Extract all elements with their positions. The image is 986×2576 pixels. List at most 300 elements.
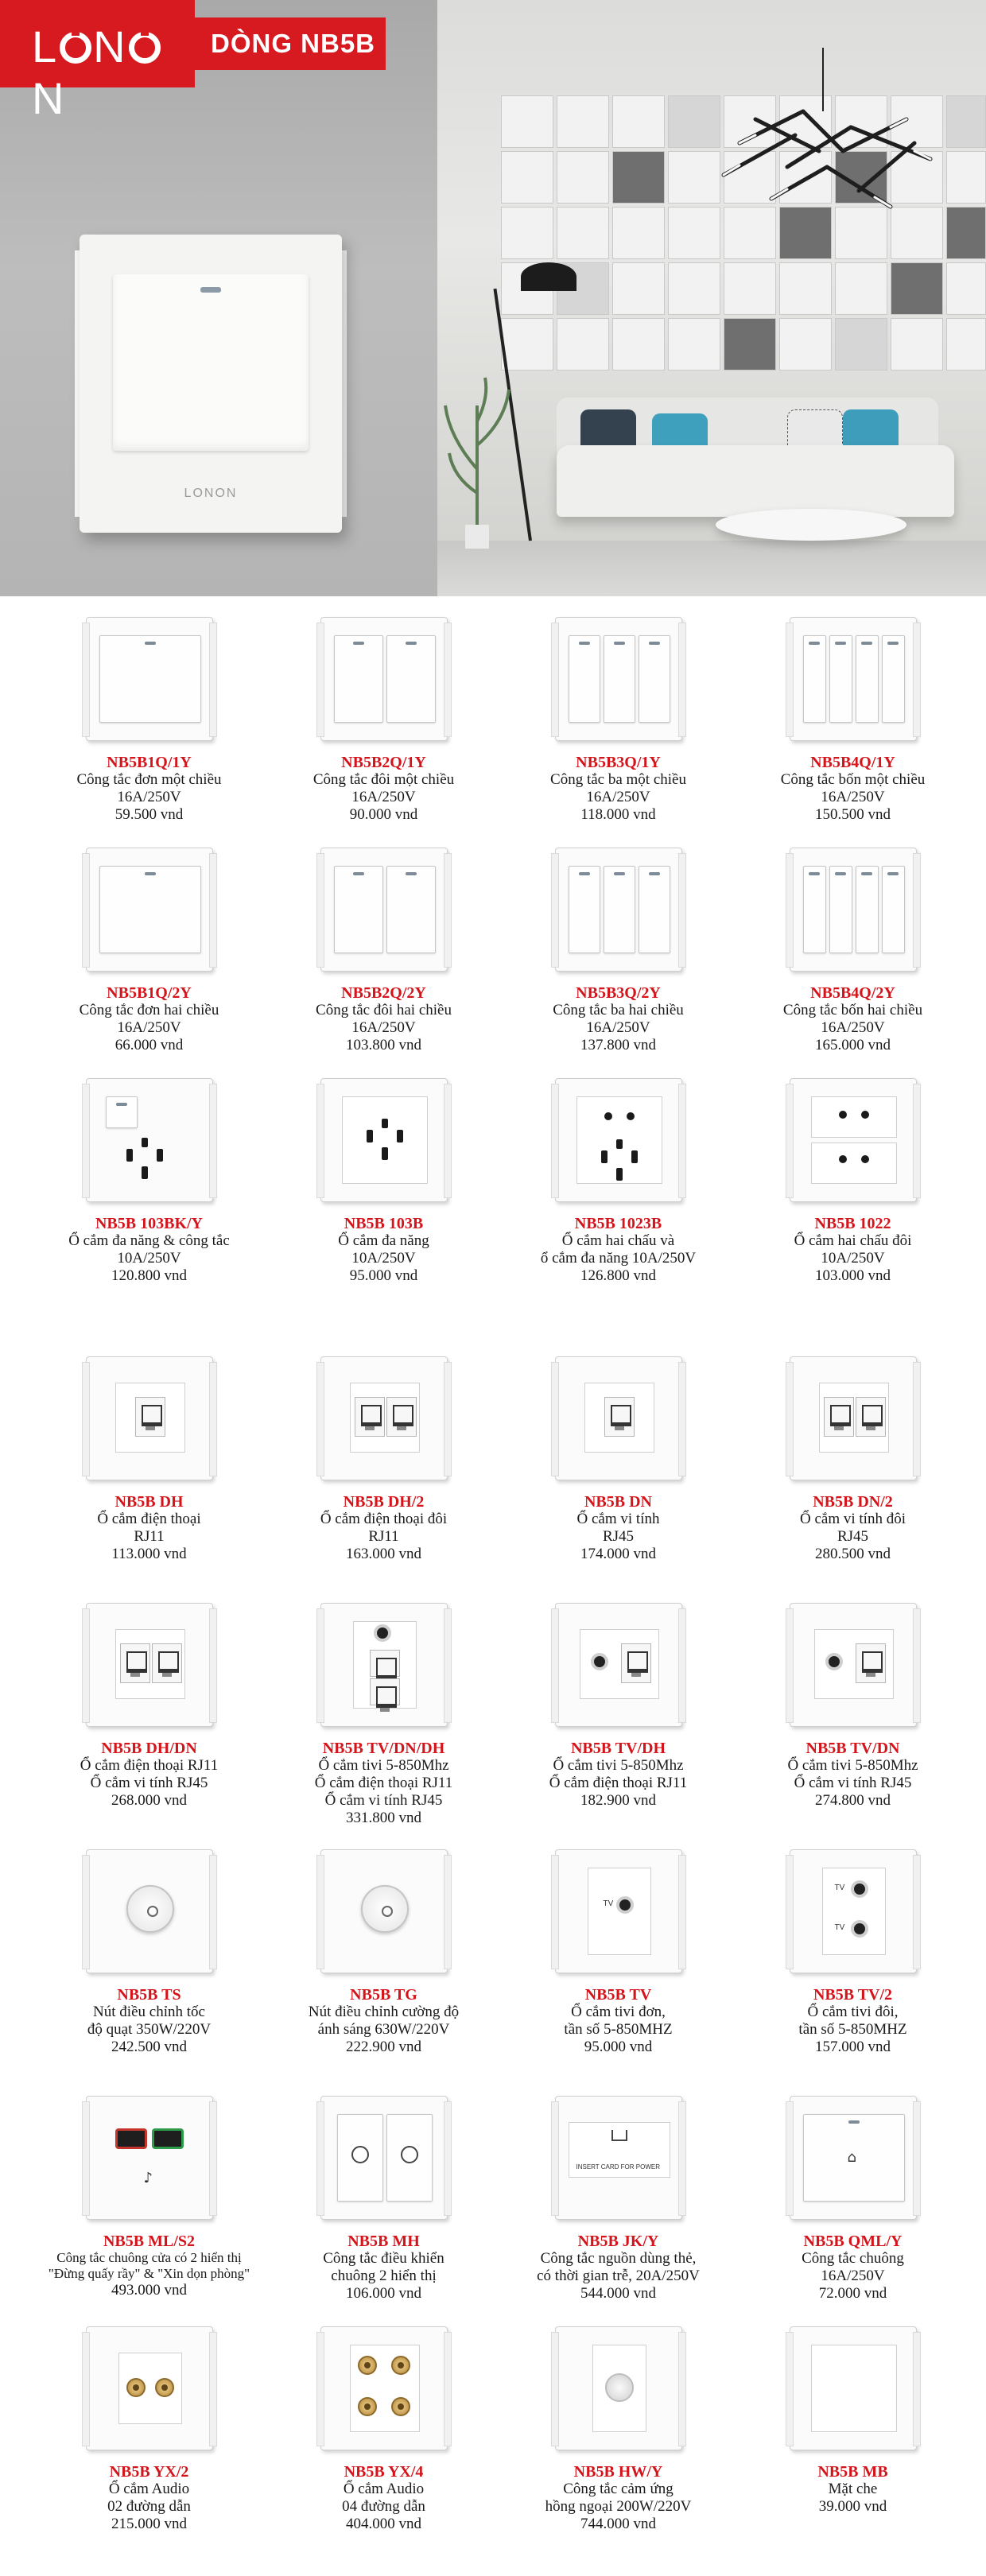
product-description: Nút điều chỉnh cường độ ánh sáng 630W/220V xyxy=(308,2004,460,2038)
product-price: 544.000 vnd xyxy=(580,2285,656,2302)
wall-panel xyxy=(668,318,720,370)
indicator-icon xyxy=(649,872,660,875)
plate-face xyxy=(334,2345,436,2432)
product-description: Công tắc đơn hai chiều 16A/250V xyxy=(79,1002,219,1036)
product-code: NB5B TV/DN xyxy=(805,1740,900,1757)
indicator-icon xyxy=(406,642,417,645)
plate-face xyxy=(334,1096,436,1184)
plate-face xyxy=(803,635,905,723)
indicator-icon xyxy=(579,872,590,875)
product-caption xyxy=(501,2463,736,2533)
plate-face xyxy=(569,1096,670,1184)
wall-panel xyxy=(946,262,986,315)
product-description: Ổ cắm điện thoại RJ11 xyxy=(97,1511,201,1545)
wall-plate xyxy=(320,1356,448,1480)
no-disturb-icon xyxy=(351,2146,369,2163)
product-price: 66.000 vnd xyxy=(115,1037,184,1053)
wall-panel xyxy=(501,95,553,148)
indicator-icon xyxy=(887,872,899,875)
audio-terminal-icon xyxy=(126,2378,146,2397)
product-description: Nút điều chỉnh tốc độ quạt 350W/220V xyxy=(87,2004,212,2038)
wall-plate xyxy=(555,1849,682,1973)
product-caption xyxy=(266,2233,501,2302)
wall-plate xyxy=(555,2326,682,2450)
universal-socket-icon xyxy=(598,1139,641,1182)
product-caption xyxy=(501,1493,736,1563)
product-image xyxy=(320,614,448,745)
wall-panel xyxy=(501,318,553,370)
product-description: Ổ cắm tivi 5-850Mhz Ổ cắm điện thoại RJ11 xyxy=(549,1757,688,1791)
plate-face xyxy=(334,1375,436,1462)
network-port-icon xyxy=(370,1678,400,1705)
wall-panel xyxy=(779,318,832,370)
rocker-key xyxy=(386,635,436,723)
rocker-key xyxy=(569,635,600,723)
product-price: 280.500 vnd xyxy=(815,1546,891,1562)
socket-hole xyxy=(616,1168,623,1181)
plate-face xyxy=(99,1096,201,1184)
product-code: NB5B DN/2 xyxy=(813,1493,893,1511)
product-image xyxy=(320,844,448,976)
logo-o-glyph xyxy=(129,32,161,64)
socket-hole xyxy=(142,1138,148,1147)
blank-cover xyxy=(811,2345,897,2432)
wall-plate xyxy=(320,1603,448,1727)
product-description: Công tắc bốn hai chiều 16A/250V xyxy=(782,1002,923,1036)
product-card xyxy=(501,2093,736,2307)
series-title-box xyxy=(195,17,386,70)
wall-plate xyxy=(320,2326,448,2450)
network-port-icon xyxy=(152,1643,182,1683)
wall-panel xyxy=(835,318,887,370)
product-price: 404.000 vnd xyxy=(346,2516,421,2532)
network-port-icon xyxy=(604,1397,635,1437)
rocker-key xyxy=(639,635,670,723)
product-image xyxy=(555,2323,682,2454)
plate-face xyxy=(569,635,670,723)
plate-face xyxy=(803,1621,905,1709)
product-card xyxy=(266,2093,501,2307)
rocker-key xyxy=(639,866,670,953)
product-code: NB5B DH/2 xyxy=(343,1493,425,1511)
product-image xyxy=(86,1846,213,1977)
product-image xyxy=(555,1353,682,1484)
product-card xyxy=(266,1846,501,2061)
product-image xyxy=(790,2093,917,2224)
product-price: 242.500 vnd xyxy=(111,2039,187,2055)
wall-panel xyxy=(501,207,553,259)
product-caption xyxy=(32,1215,266,1285)
product-code: NB5B MB xyxy=(817,2463,888,2481)
product-card xyxy=(32,2323,266,2538)
socket-hole xyxy=(627,1112,635,1120)
product-code: NB5B DH/DN xyxy=(101,1740,197,1757)
socket-hole xyxy=(604,1112,612,1120)
product-caption xyxy=(736,2233,970,2302)
plate-face xyxy=(99,1868,201,1955)
product-caption xyxy=(266,1740,501,1827)
network-port-icon xyxy=(370,1650,400,1677)
plate-face xyxy=(569,866,670,953)
indicator-icon xyxy=(145,642,156,645)
product-image xyxy=(790,614,917,745)
product-card xyxy=(501,844,736,1059)
tv-coax-icon xyxy=(851,1920,868,1938)
product-image xyxy=(555,1600,682,1731)
product-price: 163.000 vnd xyxy=(346,1546,421,1562)
product-card xyxy=(501,614,736,828)
bell-icon: ⌂ xyxy=(847,2149,856,2166)
product-card xyxy=(266,1075,501,1290)
wall-panel xyxy=(612,207,665,259)
product-price: 268.000 vnd xyxy=(111,1792,187,1809)
wall-panel xyxy=(724,318,776,370)
do-not-disturb-indicator-icon xyxy=(115,2128,147,2149)
product-code: NB5B1Q/2Y xyxy=(107,984,192,1002)
switch-brand-mark: LONON xyxy=(184,487,238,500)
wall-plate xyxy=(555,617,682,741)
wall-panel xyxy=(779,262,832,315)
product-price: 113.000 vnd xyxy=(111,1546,187,1562)
product-description: Ổ cắm hai chấu và ổ cắm đa năng 10A/250V xyxy=(540,1232,697,1267)
product-caption xyxy=(736,984,970,1054)
rocker-key xyxy=(882,635,905,723)
product-card xyxy=(736,1075,970,1290)
product-image xyxy=(320,2323,448,2454)
wall-plate xyxy=(555,1603,682,1727)
network-port-icon xyxy=(856,1397,886,1437)
brand-logo xyxy=(0,0,195,123)
product-description: Ổ cắm đa năng & công tắc 10A/250V xyxy=(68,1232,230,1267)
wall-plate xyxy=(86,848,213,972)
product-image xyxy=(790,1846,917,1977)
tv-coax-icon xyxy=(825,1653,843,1670)
product-caption xyxy=(32,1493,266,1563)
product-card xyxy=(736,2093,970,2307)
product-caption xyxy=(736,1986,970,2056)
indicator-icon xyxy=(614,872,625,875)
wall-plate xyxy=(790,2096,917,2220)
socket-hole xyxy=(839,1111,847,1119)
audio-terminal-icon xyxy=(391,2397,410,2416)
product-image xyxy=(790,1600,917,1731)
product-description: Ổ cắm vi tính RJ45 xyxy=(576,1511,660,1545)
product-price: 157.000 vnd xyxy=(815,2039,891,2055)
product-price: 103.800 vnd xyxy=(346,1037,421,1053)
product-price: 174.000 vnd xyxy=(580,1546,656,1562)
wall-plate xyxy=(320,617,448,741)
socket-hole xyxy=(382,1119,388,1128)
chandelier-icon xyxy=(692,48,954,223)
product-image xyxy=(320,1075,448,1206)
product-description: Ổ cắm Audio 02 đường dẫn xyxy=(107,2481,191,2515)
product-code: NB5B QML/Y xyxy=(803,2233,903,2250)
product-code: NB5B 1023B xyxy=(574,1215,662,1232)
product-code: NB5B ML/S2 xyxy=(103,2233,196,2250)
universal-socket-icon xyxy=(123,1138,166,1181)
dimmer-knob-icon xyxy=(126,1885,174,1933)
product-card xyxy=(266,1353,501,1568)
product-caption xyxy=(501,984,736,1054)
product-code: NB5B TV/DN/DH xyxy=(322,1740,445,1757)
product-card xyxy=(501,1846,736,2061)
product-caption xyxy=(266,1493,501,1563)
plate-face xyxy=(569,1868,670,1955)
product-caption xyxy=(501,1215,736,1285)
bell-icon: ♪ xyxy=(143,2170,153,2186)
product-caption xyxy=(501,1740,736,1810)
socket-hole xyxy=(142,1166,148,1179)
product-caption xyxy=(736,2463,970,2516)
wall-panel xyxy=(891,318,943,370)
socket-hole xyxy=(861,1155,869,1163)
plant-icon xyxy=(441,374,513,549)
product-price: 106.000 vnd xyxy=(346,2285,421,2302)
product-code: NB5B TS xyxy=(117,1986,181,2004)
rocker-key xyxy=(856,866,879,953)
product-price: 165.000 vnd xyxy=(815,1037,891,1053)
product-price: 493.000 vnd xyxy=(111,2282,187,2299)
network-port-icon xyxy=(824,1397,854,1437)
wall-plate xyxy=(86,1849,213,1973)
product-card xyxy=(736,1600,970,1814)
product-image xyxy=(555,1075,682,1206)
product-code: NB5B 103B xyxy=(344,1215,424,1232)
product-code: NB5B 1022 xyxy=(814,1215,891,1232)
wall-plate xyxy=(320,848,448,972)
product-caption xyxy=(736,1493,970,1563)
plate-face xyxy=(334,635,436,723)
network-port-icon xyxy=(386,1397,417,1437)
indicator-icon xyxy=(200,287,221,293)
product-description: Ổ cắm hai chấu đôi 10A/250V xyxy=(794,1232,912,1267)
wall-panel xyxy=(557,318,609,370)
wall-panel xyxy=(557,151,609,204)
product-card xyxy=(32,1600,266,1814)
wall-plate xyxy=(555,1356,682,1480)
product-price: 72.000 vnd xyxy=(818,2285,887,2302)
network-port-icon xyxy=(120,1643,150,1683)
product-image xyxy=(555,614,682,745)
product-description: Công tắc cảm ứng hồng ngoại 200W/220V xyxy=(545,2481,692,2515)
product-caption xyxy=(266,1215,501,1285)
indicator-icon xyxy=(649,642,660,645)
hero-banner xyxy=(0,0,986,596)
plate-face xyxy=(334,1868,436,1955)
rocker-key xyxy=(604,635,635,723)
plate-face xyxy=(569,1621,670,1709)
product-price: 331.800 vnd xyxy=(346,1810,421,1826)
product-price: 39.000 vnd xyxy=(818,2498,887,2515)
indicator-icon xyxy=(887,642,899,645)
socket-hole xyxy=(631,1150,638,1163)
product-price: 150.500 vnd xyxy=(815,806,891,823)
socket-hole xyxy=(382,1147,388,1160)
product-description: Công tắc chuông cửa có 2 hiển thị "Đừng quấy rầy" & "Xin dọn phòng" xyxy=(48,2250,250,2281)
socket-hole xyxy=(839,1155,847,1163)
wall-plate xyxy=(320,1849,448,1973)
card-slot-label: INSERT CARD FOR POWER xyxy=(576,2163,660,2171)
product-code: NB5B MH xyxy=(347,2233,420,2250)
coffee-table xyxy=(716,509,906,541)
tv-label: TV xyxy=(834,1923,845,1932)
product-description: Công tắc nguồn dùng thẻ, có thời gian trễ, 20A/250V xyxy=(537,2250,700,2284)
plate-face xyxy=(569,2345,670,2432)
wall-plate xyxy=(790,848,917,972)
product-image xyxy=(320,1846,448,1977)
product-card xyxy=(501,1600,736,1814)
product-code: NB5B YX/2 xyxy=(109,2463,189,2481)
wall-panel xyxy=(501,151,553,204)
product-code: NB5B YX/4 xyxy=(344,2463,424,2481)
product-code: NB5B1Q/1Y xyxy=(107,754,192,771)
product-image xyxy=(86,2323,213,2454)
product-code: NB5B HW/Y xyxy=(573,2463,663,2481)
floor-lamp-shade xyxy=(521,262,576,291)
sofa xyxy=(557,445,954,517)
socket-face xyxy=(822,1868,886,1955)
product-description: Ổ cắm đa năng 10A/250V xyxy=(338,1232,429,1267)
indicator-icon xyxy=(614,642,625,645)
product-description: Công tắc đơn một chiều 16A/250V xyxy=(76,771,222,805)
product-card xyxy=(266,614,501,828)
product-image xyxy=(555,2093,682,2224)
product-card xyxy=(266,844,501,1059)
indicator-icon xyxy=(861,872,872,875)
rocker-key xyxy=(829,635,852,723)
indicator-icon xyxy=(406,872,417,875)
audio-terminal-icon xyxy=(391,2356,410,2375)
socket-hole xyxy=(861,1111,869,1119)
product-description: Công tắc ba hai chiều 16A/250V xyxy=(553,1002,684,1036)
product-code: NB5B DH xyxy=(115,1493,184,1511)
audio-terminal-icon xyxy=(358,2356,377,2375)
plate-face xyxy=(334,2114,436,2202)
plate-face xyxy=(569,2114,670,2202)
rocker-key xyxy=(386,866,436,953)
two-pin-socket-icon xyxy=(598,1098,641,1141)
indicator-icon xyxy=(353,872,364,875)
product-description: Ổ cắm tivi 5-850Mhz Ổ cắm vi tính RJ45 xyxy=(787,1757,918,1791)
product-card xyxy=(32,1075,266,1290)
product-description: Ổ cắm tivi 5-850Mhz Ổ cắm điện thoại RJ11 Ổ cắm vi tính RJ45 xyxy=(314,1757,453,1809)
product-price: 744.000 vnd xyxy=(580,2516,656,2532)
tv-label: TV xyxy=(603,1899,614,1908)
wall-plate xyxy=(555,2096,682,2220)
socket-hole xyxy=(616,1139,623,1149)
wall-panel xyxy=(891,262,943,315)
socket-hole xyxy=(367,1130,373,1143)
product-card xyxy=(32,2093,266,2307)
product-image xyxy=(320,1600,448,1731)
rocker-key xyxy=(856,635,879,723)
wall-plate xyxy=(790,1356,917,1480)
product-description: Ổ cắm vi tính đôi RJ45 xyxy=(800,1511,906,1545)
product-image xyxy=(86,1353,213,1484)
product-code: NB5B3Q/1Y xyxy=(576,754,661,771)
wall-panel xyxy=(612,262,665,315)
product-price: 95.000 vnd xyxy=(584,2039,653,2055)
product-caption xyxy=(736,1215,970,1285)
product-price: 103.000 vnd xyxy=(815,1267,891,1284)
product-image xyxy=(790,1075,917,1206)
plate-face xyxy=(334,866,436,953)
tv-coax-icon xyxy=(374,1624,391,1642)
product-caption xyxy=(501,1986,736,2056)
product-image xyxy=(790,2323,917,2454)
rocker-key xyxy=(569,866,600,953)
wall-panel xyxy=(612,95,665,148)
indicator-icon xyxy=(835,872,846,875)
wall-plate xyxy=(86,1356,213,1480)
product-code: NB5B 103BK/Y xyxy=(95,1215,204,1232)
product-price: 126.800 vnd xyxy=(580,1267,656,1284)
product-description: Công tắc ba một chiều 16A/250V xyxy=(550,771,686,805)
product-price: 182.900 vnd xyxy=(580,1792,656,1809)
product-code: NB5B2Q/2Y xyxy=(341,984,426,1002)
product-price: 222.900 vnd xyxy=(346,2039,421,2055)
rocker-key xyxy=(106,1096,138,1128)
tv-coax-icon xyxy=(851,1880,868,1898)
dimmer-knob-icon xyxy=(361,1885,409,1933)
wall-panel xyxy=(557,207,609,259)
rocker-key xyxy=(334,635,383,723)
product-card xyxy=(501,1353,736,1568)
product-card xyxy=(32,1353,266,1568)
wall-panel xyxy=(612,318,665,370)
product-caption xyxy=(266,984,501,1054)
product-code: NB5B4Q/1Y xyxy=(810,754,895,771)
audio-terminal-icon xyxy=(155,2378,174,2397)
product-card xyxy=(736,844,970,1059)
product-card xyxy=(32,1846,266,2061)
make-up-room-indicator-icon xyxy=(152,2128,184,2149)
wall-plate xyxy=(790,1078,917,1202)
product-description: Ổ cắm điện thoại RJ11 Ổ cắm vi tính RJ45 xyxy=(80,1757,219,1791)
product-caption xyxy=(32,984,266,1054)
indicator-icon xyxy=(809,872,820,875)
product-card xyxy=(736,1353,970,1568)
product-image xyxy=(555,844,682,976)
plate-face xyxy=(99,2114,201,2202)
wall-plate xyxy=(86,1078,213,1202)
wall-panel xyxy=(612,151,665,204)
product-image xyxy=(320,2093,448,2224)
product-image xyxy=(86,614,213,745)
product-image xyxy=(86,2093,213,2224)
wall-plate xyxy=(790,1603,917,1727)
product-price: 118.000 vnd xyxy=(580,806,656,823)
wall-plate xyxy=(320,1078,448,1202)
plate-face xyxy=(99,1621,201,1709)
cleaning-icon xyxy=(401,2146,418,2163)
product-description: Ổ cắm tivi đôi, tần số 5-850MHZ xyxy=(798,2004,907,2038)
tv-coax-icon xyxy=(616,1896,634,1914)
product-image xyxy=(555,1846,682,1977)
plate-face xyxy=(99,2345,201,2432)
indicator-icon xyxy=(579,642,590,645)
rocker-key xyxy=(99,866,201,953)
rocker-key xyxy=(803,635,826,723)
product-caption xyxy=(736,1740,970,1810)
product-price: 274.800 vnd xyxy=(815,1792,891,1809)
brand-logo-text: L NN xyxy=(32,21,195,124)
product-description: Mặt che xyxy=(828,2481,878,2497)
wall-plate xyxy=(555,1078,682,1202)
wall-plate xyxy=(86,617,213,741)
rocker-key xyxy=(334,866,383,953)
wall-panel xyxy=(668,262,720,315)
